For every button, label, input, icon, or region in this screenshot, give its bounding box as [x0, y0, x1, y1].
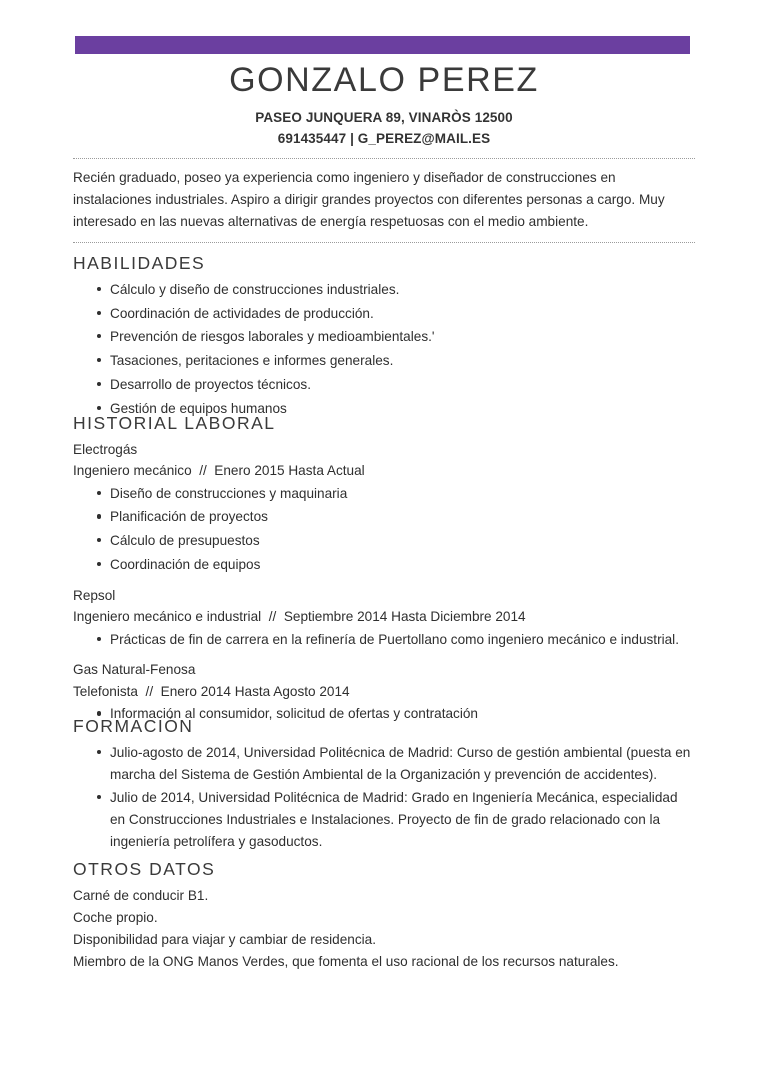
list-item: Gestión de equipos humanos — [73, 398, 695, 420]
section-experience — [73, 412, 695, 727]
list-item: Información al consumidor, solicitud de ofertas y contratación — [73, 703, 695, 725]
section-skills — [73, 252, 695, 421]
list-item: Planificación de proyectos — [73, 506, 695, 528]
section-title-skills: HABILIDADES — [73, 253, 206, 273]
other-item: Coche propio. — [73, 909, 158, 925]
experience-bullets — [73, 629, 695, 651]
experience-bullets — [73, 483, 695, 576]
list-item: Tasaciones, peritaciones e informes generales. — [73, 350, 695, 372]
other-item: Carné de conducir B1. — [73, 887, 209, 903]
list-item: Coordinación de actividades de producción. — [73, 303, 695, 325]
job-title-and-dates: Ingeniero mecánico // Enero 2015 Hasta Actual — [73, 463, 365, 479]
employer-name: Gas Natural-Fenosa — [73, 662, 196, 678]
list-item: Prevención de riesgos laborales y medioambientales.' — [73, 326, 695, 348]
list-item: Prácticas de fin de carrera en la refinería de Puertollano como ingeniero mecánico e industrial. — [73, 629, 695, 651]
header-accent-bar — [75, 36, 690, 54]
experience-entry — [73, 585, 695, 651]
summary-section — [73, 158, 695, 243]
section-title-education: FORMACIÓN — [73, 716, 194, 736]
list-item: Julio-agosto de 2014, Universidad Politécnica de Madrid: Curso de gestión ambiental (puesta en marcha del Sistema de Gestión Ambiental de la Organización y prevención de accidentes). — [73, 742, 695, 786]
list-item: Cálculo y diseño de construcciones industriales. — [73, 279, 695, 301]
employer-name: Electrogás — [73, 441, 138, 457]
section-title-other: OTROS DATOS — [73, 859, 216, 879]
section-education — [73, 715, 695, 855]
list-item: Diseño de construcciones y maquinaria — [73, 483, 695, 505]
other-item: Disponibilidad para viajar y cambiar de residencia. — [73, 931, 376, 947]
list-item: Julio de 2014, Universidad Politécnica de Madrid: Grado en Ingeniería Mecánica, especialidad en Construcciones Industriales e Instalaciones. Proyecto de fin de grado relacionado con la ingeniería petrolífera y gasoductos. — [73, 787, 695, 852]
section-title-experience: HISTORIAL LABORAL — [73, 413, 276, 433]
list-item: Desarrollo de proyectos técnicos. — [73, 374, 695, 396]
job-title-and-dates: Telefonista // Enero 2014 Hasta Agosto 2014 — [73, 683, 350, 699]
section-other — [73, 858, 695, 973]
summary-rule-bottom — [73, 242, 695, 243]
list-item: Cálculo de presupuestos — [73, 530, 695, 552]
contact-address: PASEO JUNQUERA 89, VINARÒS 12500 — [255, 110, 513, 125]
list-item: Coordinación de equipos — [73, 554, 695, 576]
employer-name: Repsol — [73, 587, 116, 603]
experience-entry — [73, 439, 695, 576]
other-item: Miembro de la ONG Manos Verdes, que fomenta el uso racional de los recursos naturales. — [73, 953, 619, 969]
skills-list — [73, 279, 695, 420]
page-title: GONZALO PEREZ — [229, 61, 539, 99]
contact-block — [73, 108, 695, 150]
contact-phone-email: 691435447 | G_PEREZ@MAIL.ES — [277, 130, 491, 146]
job-title-and-dates: Ingeniero mecánico e industrial // Septiembre 2014 Hasta Diciembre 2014 — [73, 609, 526, 625]
summary-text: Recién graduado, poseo ya experiencia como ingeniero y diseñador de construcciones en instalaciones industriales. Aspiro a dirigir grandes proyectos con diferentes personas a cargo. Muy interesado en las nuevas alternativas de energía respetuosas con el medio ambiente. — [73, 170, 665, 230]
education-list — [73, 742, 695, 853]
